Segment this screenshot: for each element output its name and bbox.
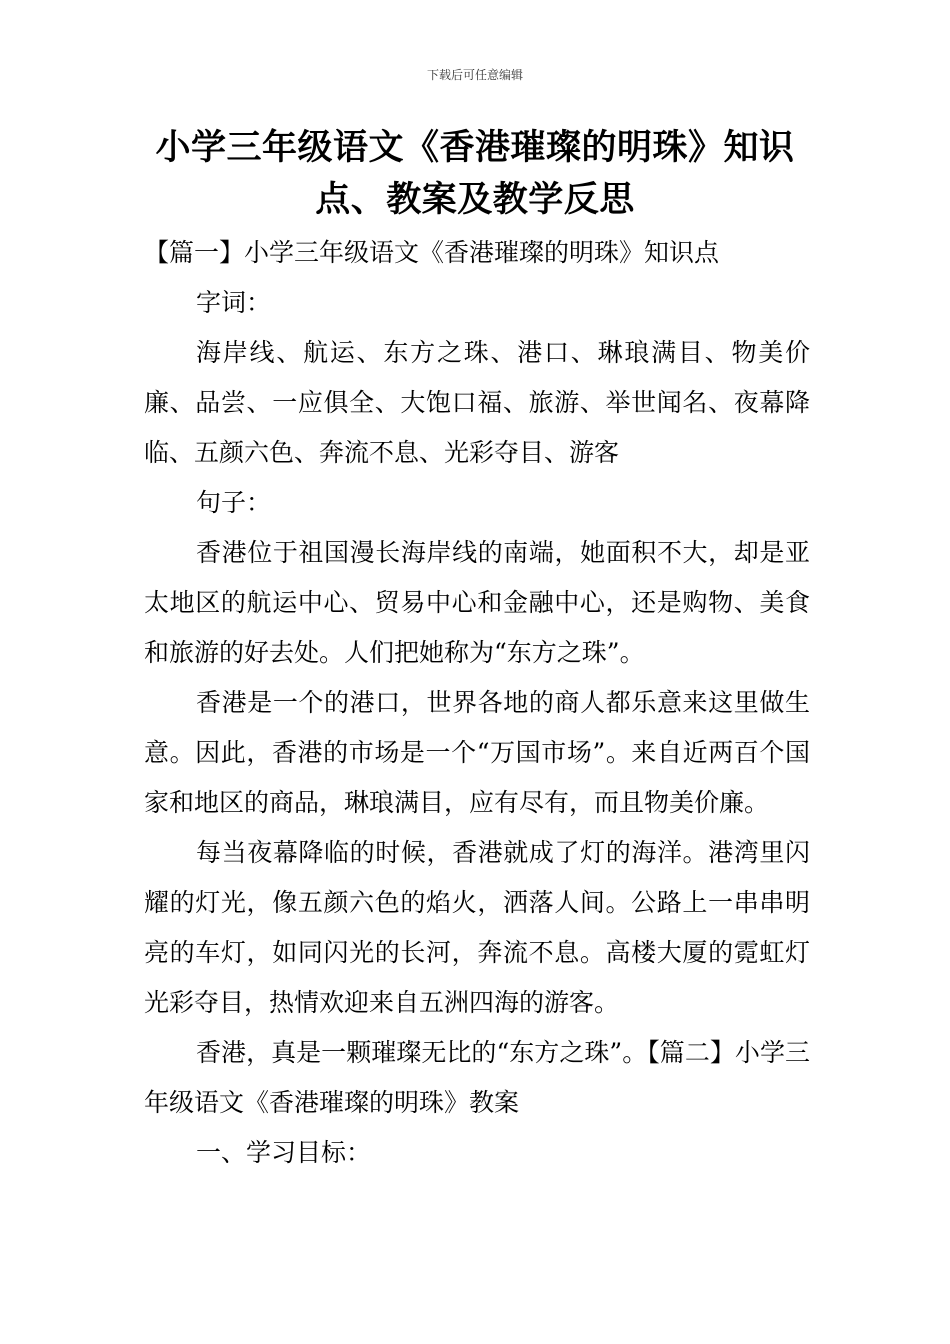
sentence-paragraph-2: 香港是一个的港口，世界各地的商人都乐意来这里做生意。因此，香港的市场是一个“万国市场”。来自近两百个国家和地区的商品，琳琅满目，应有尽有，而且物美价廉。 [144,688,810,817]
words-paragraph: 海岸线、航运、东方之珠、港口、琳琅满目、物美价廉、品尝、一应俱全、大饱口福、旅游、举世闻名、夜幕降临、五颜六色、奔流不息、光彩夺目、游客 [144,338,810,467]
section1-heading: 【篇一】小学三年级语文《香港璀璨的明珠》知识点 [144,238,720,267]
document-title: 小学三年级语文《香港璀璨的明珠》知识点、教案及教学反思 [155,128,795,220]
header-note: 下载后可任意编辑 [426,68,523,82]
sentence-paragraph-1: 香港位于祖国漫长海岸线的南端，她面积不大，却是亚太地区的航运中心、贸易中心和金融中心，还是购物、美食和旅游的好去处。人们把她称为“东方之珠”。 [144,538,810,667]
document-body [144,228,810,1178]
sentences-label: 句子： [196,488,272,517]
objectives-label: 一、学习目标： [196,1138,372,1167]
sentence-paragraph-4: 香港，真是一颗璀璨无比的“东方之珠”。【篇二】小学三年级语文《香港璀璨的明珠》教案 [144,1038,810,1117]
words-label: 字词： [196,288,272,317]
sentence-paragraph-3: 每当夜幕降临的时候，香港就成了灯的海洋。港湾里闪耀的灯光，像五颜六色的焰火，洒落人间。公路上一串串明亮的车灯，如同闪光的长河，奔流不息。高楼大厦的霓虹灯光彩夺目，热情欢迎来自五洲四海的游客。 [144,838,810,1017]
